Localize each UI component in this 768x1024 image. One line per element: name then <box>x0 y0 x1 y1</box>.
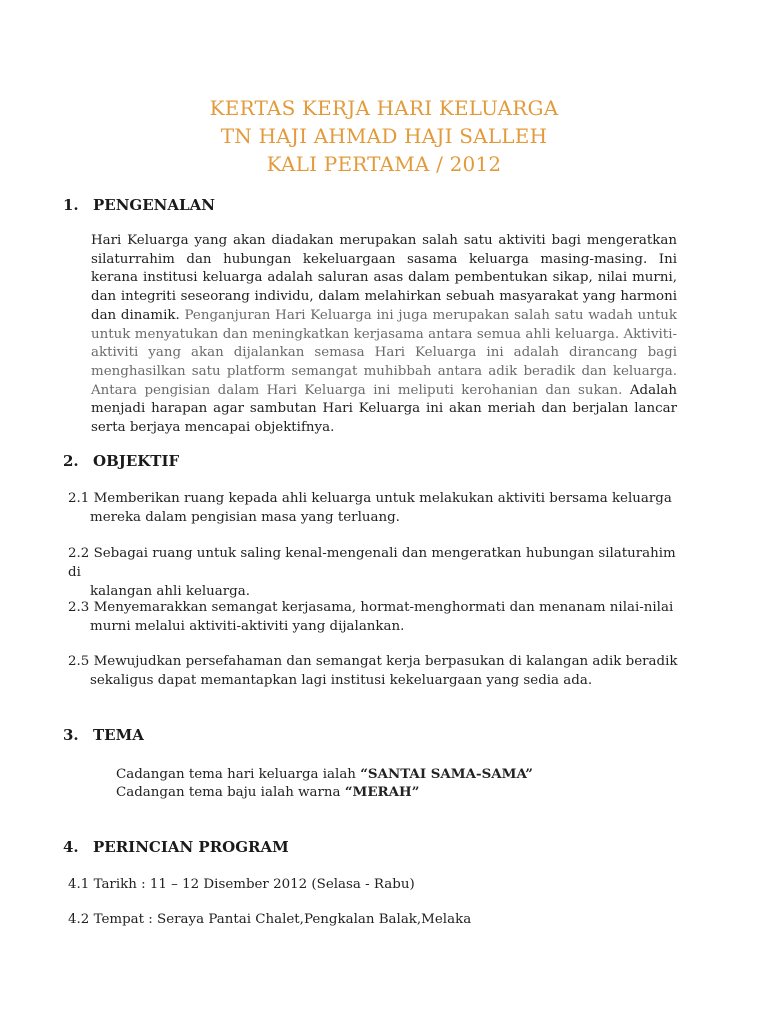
objective-item <box>68 652 688 690</box>
theme-line-1 <box>116 765 533 784</box>
section-2-heading <box>63 452 179 470</box>
theme-line-2-text: Cadangan tema baju ialah warna <box>116 785 345 800</box>
section-1-paragraph <box>91 232 677 438</box>
program-detail-date <box>68 875 415 894</box>
program-detail-venue <box>68 910 471 929</box>
section-4-heading <box>63 838 289 856</box>
section-2-title: OBJEKTIF <box>93 452 180 470</box>
objective-text-line-2: mereka dalam pengisian masa yang terluang. <box>90 510 400 525</box>
objective-text-line-1: Menyemarakkan semangat kerjasama, hormat-menghormati dan menanam nilai-nilai <box>93 600 674 615</box>
program-detail-text: Tempat : Seraya Pantai Chalet,Pengkalan Balak,Melaka <box>93 912 472 927</box>
theme-line-1-bold: “SANTAI SAMA-SAMA” <box>360 766 533 782</box>
objective-item <box>68 598 688 636</box>
title-line-1: KERTAS KERJA HARI KELUARGA <box>209 96 559 120</box>
objective-number: 2.3 <box>68 600 90 615</box>
title-line-2: TN HAJI AHMAD HAJI SALLEH <box>220 124 548 148</box>
objective-item <box>68 544 688 601</box>
program-detail-number: 4.1 <box>68 877 90 892</box>
objective-text-line-2: murni melalui aktiviti-aktiviti yang dijalankan. <box>90 619 405 634</box>
theme-line-2 <box>116 783 419 802</box>
section-1-title: PENGENALAN <box>93 196 215 214</box>
title-line-3: KALI PERTAMA / 2012 <box>266 152 502 176</box>
program-detail-number: 4.2 <box>68 912 90 927</box>
theme-line-2-bold: “MERAH” <box>344 784 420 800</box>
objective-number: 2.2 <box>68 546 90 561</box>
section-4-number: 4. <box>63 838 79 856</box>
objective-text-line-2: sekaligus dapat memantapkan lagi institusi kekeluargaan yang sedia ada. <box>90 673 593 688</box>
section-3-heading <box>63 726 144 744</box>
paragraph-part-1: Hari Keluarga yang akan diadakan merupakan salah satu aktiviti bagi mengeratkan silaturrahim dan hubungan kekeluargaan sasama keluarga masing-masing. Ini kerana institusi keluarga adalah saluran asas dalam pembentukan sikap, nilai murni, dan integriti seseorang individu, dalam melahirkan sebuah masyarakat yang harmoni dan dinamik. <box>91 233 677 323</box>
theme-line-1-text: Cadangan tema hari keluarga ialah <box>116 767 361 782</box>
section-3-number: 3. <box>63 726 79 744</box>
objective-text-line-1: Sebagai ruang untuk saling kenal-mengenali dan mengeratkan hubungan silaturahim di <box>68 546 676 580</box>
objective-text-line-2: kalangan ahli keluarga. <box>90 584 250 599</box>
section-2-number: 2. <box>63 452 79 470</box>
section-1-heading <box>63 196 215 214</box>
objective-number: 2.1 <box>68 491 90 506</box>
paragraph-part-2: Penganjuran Hari Keluarga ini juga merupakan salah satu wadah untuk untuk menyatukan dan meningkatkan kerjasama antara semua ahli keluarga. Aktiviti-aktiviti yang akan dijalankan semasa Hari Keluarga ini adalah dirancang bagi menghasilkan satu platform semangat muhibbah antara adik beradik dan keluarga. Antara pengisian dalam Hari Keluarga ini meliputi kerohanian dan sukan. <box>91 307 677 398</box>
program-detail-text: Tarikh : 11 – 12 Disember 2012 (Selasa - Rabu) <box>93 877 415 892</box>
section-3-title: TEMA <box>93 726 144 744</box>
paragraph-part-3: Adalah menjadi harapan agar sambutan Hari Keluarga ini akan meriah dan berjalan lancar serta berjaya mencapai objektifnya. <box>91 382 677 436</box>
section-4-title: PERINCIAN PROGRAM <box>93 838 289 856</box>
objective-text-line-1: Memberikan ruang kepada ahli keluarga untuk melakukan aktiviti bersama keluarga <box>93 491 672 506</box>
objective-number: 2.5 <box>68 654 90 669</box>
objective-text-line-1: Mewujudkan persefahaman dan semangat kerja berpasukan di kalangan adik beradik <box>93 654 678 669</box>
objective-item <box>68 489 688 527</box>
section-1-number: 1. <box>63 196 79 214</box>
